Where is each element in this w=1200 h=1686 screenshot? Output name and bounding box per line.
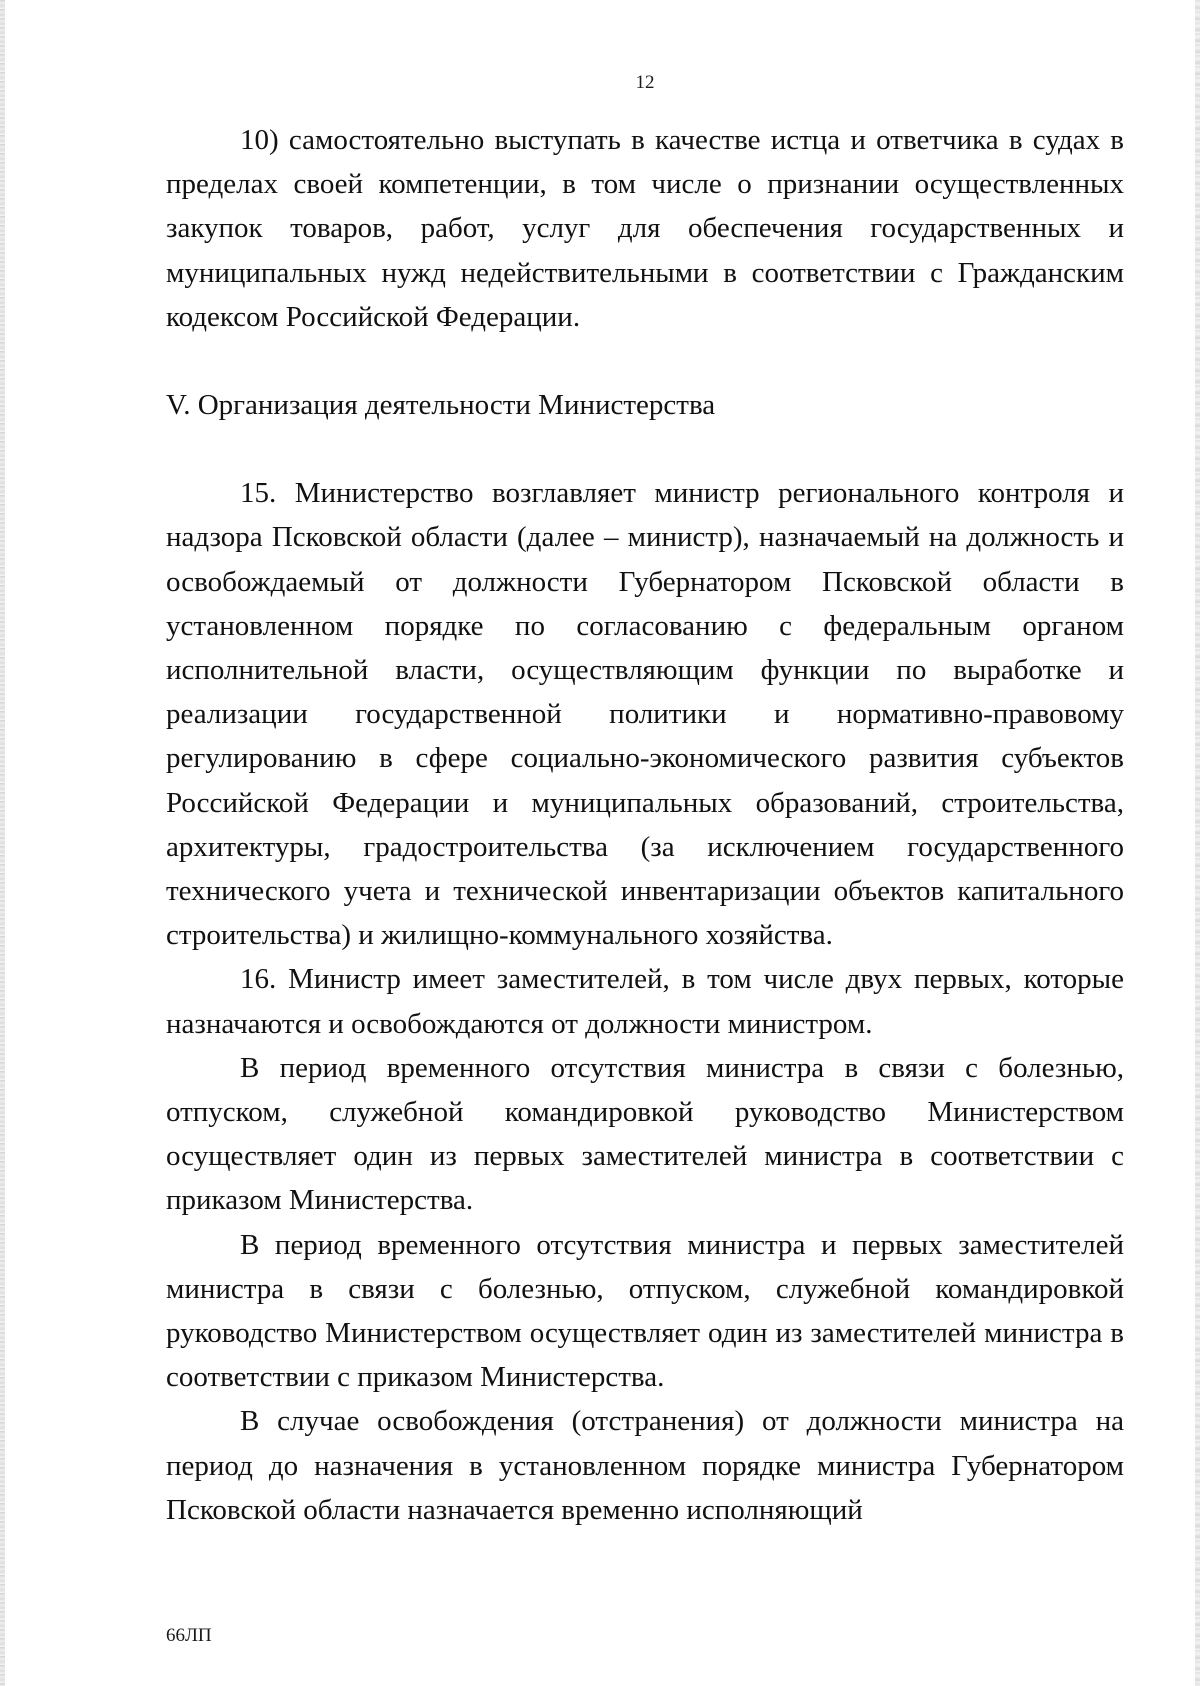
- paragraph-15: 15. Министерство возглавляет министр регионального контроля и надзора Псковской области (далее – министр), назначаемый на должность и освобождаемый от должности Губернатором Псковской области в установленном порядке по согласованию с федеральным органом исполнительной власти, осуществляющим функции по выработке и реализации государственной политики и нормативно-правовому регулированию в сфере социально-экономического развития субъектов Российской Федерации и муниципальных образований, строительства, архитектуры, градостроительства (за исключением государственного технического учета и технической инвентаризации объектов капитального строительства) и жилищно-коммунального хозяйства.: [166, 477, 1124, 952]
- paragraph-16-dismissal: В случае освобождения (отстранения) от должности министра на период до назначения в установленном порядке министра Губернатором Псковской области назначается временно исполняющий: [166, 1405, 1124, 1526]
- paragraph-16-absence-deputies: В период временного отсутствия министра и первых заместителей министра в связи с болезнью, отпуском, служебной командировкой руководство Министерством осуществляет один из заместителей министра в соответствии с приказом Министерства.: [166, 1228, 1124, 1394]
- paragraph-16-absence-minister: В период временного отсутствия министра в связи с болезнью, отпуском, служебной командировкой руководство Министерством осуществляет один из первых заместителей министра в соответствии с приказом Министерства.: [166, 1051, 1124, 1217]
- document-body: [166, 118, 1124, 1532]
- section-heading: V. Организация деятельности Министерства: [166, 389, 716, 422]
- footer-document-code: 66ЛП: [166, 1625, 212, 1646]
- scan-edge-left: [0, 0, 5, 1686]
- paragraph-item-10: 10) самостоятельно выступать в качестве истца и ответчика в судах в пределах своей компетенции, в том числе о признании осуществленных закупок товаров, работ, услуг для обеспечения государственных и муниципальных нужд недействительными в соответствии с Гражданским кодексом Российской Федерации.: [166, 124, 1124, 333]
- page-number: 12: [635, 72, 655, 93]
- scan-edge-right: [1195, 0, 1200, 1686]
- paragraph-16: 16. Министр имеет заместителей, в том числе двух первых, которые назначаются и освобождаются от должности министром.: [166, 963, 1124, 1040]
